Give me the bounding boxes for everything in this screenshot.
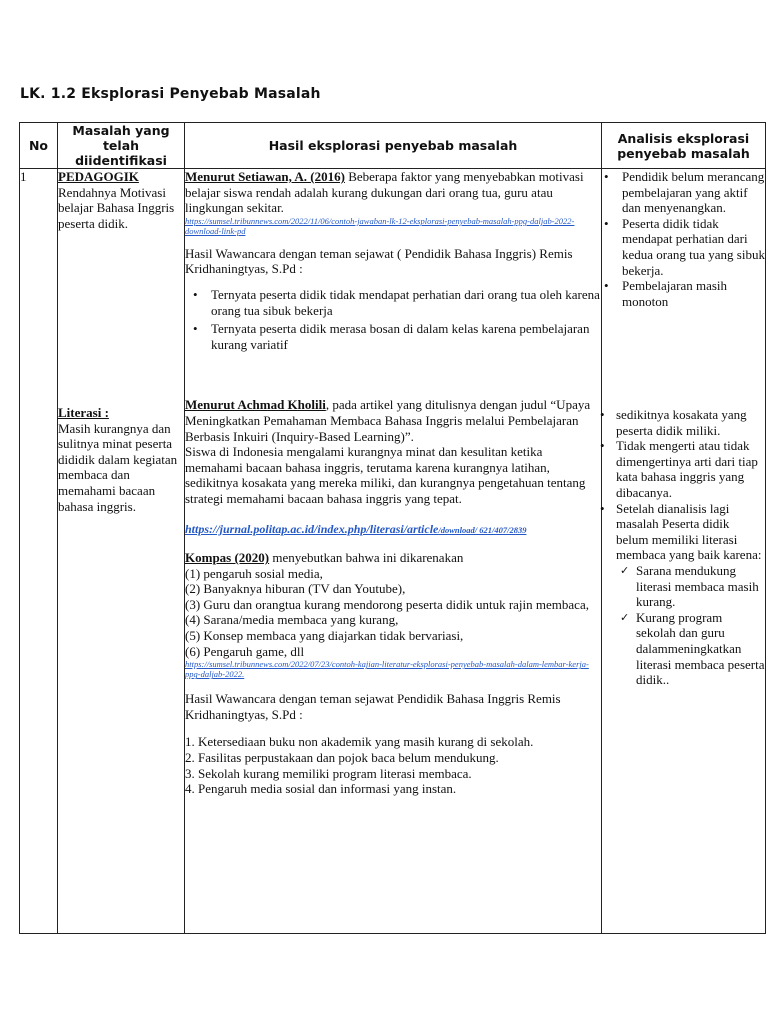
kholili-author: Menurut Achmad Kholili [185,397,326,413]
list-item: • Pembelajaran masih monoton [622,278,765,309]
wawancara-1-intro: Hasil Wawancara dengan teman sejawat ( Pendidik Bahasa Inggris) Remis Kridhaningtyas, S.Pd : [185,245,573,277]
analisis-literasi [602,407,765,688]
tribunnews-link-2[interactable]: https://sumsel.tribunnews.com/2022/07/23/contoh-kajian-literatur-eksplorasi-penyebab-masalah-dalam-lembar-kerja-ppg-daljab-2022. [185,659,589,680]
header-no: No [20,123,58,169]
list-item: ✓ Kurang program sekolah dan guru dalammeningkatkan literasi membaca peserta didik.. [636,610,765,688]
list-item: 4. Pengaruh media sosial dan informasi yang instan. [185,781,457,797]
kholili-block [185,397,601,506]
analisis-literasi-list [602,407,765,563]
list-item: ✓ Sarana mendukung literasi membaca masih kurang. [636,563,765,610]
politap-link-tail: /download/ 621/407/2839 [438,524,527,535]
kompas-block [185,550,601,679]
kompas-item: (5) Konsep membaca yang diajarkan tidak bervariasi, [185,628,464,644]
analisis-literasi-checks [602,563,765,688]
kompas-item: (2) Banyaknya hiburan (TV dan Youtube), [185,581,406,597]
analisis-pedagogik-list [602,169,765,309]
list-item: • Ternyata peserta didik tidak mendapat perhatian dari orang tua oleh karena orang tua sibuk bekerja [211,287,601,318]
pedagogik-text: Rendahnya Motivasi belajar Bahasa Inggris peserta didik. [58,184,175,231]
header-analisis: Analisis eksplorasi penyebab masalah [602,123,766,169]
kompas-item: (1) pengaruh sosial media, [185,565,323,581]
kholili-text: , pada artikel yang ditulisnya dengan judul “Upaya Meningkatkan Pemahaman Membaca Bahasa Inggris melalui Pembelajaran Berbasis Inkuiri (Inquiry-Based Learning)”. [185,397,591,444]
wawancara-2-list [185,734,601,796]
list-item: • sedikitnya kosakata yang peserta didik miliki. [616,407,765,438]
kompas-intro: menyebutkan bahwa ini dikarenakan [269,550,464,566]
list-item: • Tidak mengerti atau tidak dimengertinya arti dari tiap kata bahasa inggris yang dibacanya. [616,438,765,500]
politap-link-main: https://jurnal.politap.ac.id/index.php/literasi/article [185,521,439,536]
pedagogik-title: PEDAGOGIK [58,169,139,184]
wawancara-1-list [185,287,601,352]
masalah-cell [58,169,185,934]
analisis-pedagogik [602,169,765,407]
page-title: LK. 1.2 Eksplorasi Penyebab Masalah [20,86,321,102]
hasil-cell [185,169,602,934]
kompas-item: (6) Pengaruh game, dll [185,643,305,659]
analisis-cell [602,169,766,934]
list-item: 1. Ketersediaan buku non akademik yang masih kurang di sekolah. [185,734,534,750]
header-masalah: Masalah yang telah diidentifikasi [58,123,185,169]
setiawan-author: Menurut Setiawan, A. (2016) [185,169,345,184]
exploration-table [19,122,766,934]
list-item: • Peserta didik tidak mendapat perhatian dari kedua orang tua yang sibuk bekerja. [622,216,765,278]
row-number: 1 [20,169,58,934]
list-item: 3. Sekolah kurang memiliki program literasi membaca. [185,765,472,781]
setiawan-text: Beberapa faktor yang menyebabkan motivasi belajar siswa rendah adalah kurang dukungan dari orang tua, guru atau lingkungan sekitar. [185,169,584,216]
list-item: • Setelah dianalisis lagi masalah Peserta didik belum memiliki literasi membaca yang baik karena: [616,501,765,563]
wawancara-2-intro: Hasil Wawancara dengan teman sejawat Pendidik Bahasa Inggris Remis Kridhaningtyas, S.Pd : [185,691,561,722]
politap-link[interactable] [185,522,526,536]
table-row [20,169,766,934]
kholili-text-2: Siswa di Indonesia mengalami kurangnya minat dan kesulitan ketika memahami bacaan bahasa inggris, terutama karena kurangnya latihan, sedikitnya kosakata yang mereka miliki, dan kurangnya pengetahuan tentang strategi memahami bacaan bahasa inggris yang tepat. [185,444,586,506]
kompas-item: (4) Sarana/media membaca yang kurang, [185,612,399,628]
kompas-item: (3) Guru dan orangtua kurang mendorong peserta didik untuk rajin membaca, [185,596,589,612]
literasi-block [58,405,184,514]
header-hasil: Hasil eksplorasi penyebab masalah [185,123,602,169]
tribunnews-link-1[interactable]: https://sumsel.tribunnews.com/2022/11/06/contoh-jawaban-lk-12-eksplorasi-penyebab-masalah-ppg-daljab-2022-download-link-pd [185,215,575,236]
list-item: • Ternyata peserta didik merasa bosan di dalam kelas karena pembelajaran kurang variatif [211,321,601,352]
literasi-text: Masih kurangnya dan sulitnya minat peserta dididik dalam kegiatan membaca dan memahami bacaan bahasa inggris. [58,420,178,514]
table-header-row [20,123,766,169]
list-item: • Pendidik belum merancang pembelajaran yang aktif dan menyenangkan. [622,169,765,216]
setiawan-block [185,169,601,236]
list-item: 2. Fasilitas perpustakaan dan pojok baca belum mendukung. [185,750,499,766]
pedagogik-block [58,169,184,405]
literasi-title: Literasi : [58,405,109,420]
kompas-author: Kompas (2020) [185,550,270,566]
